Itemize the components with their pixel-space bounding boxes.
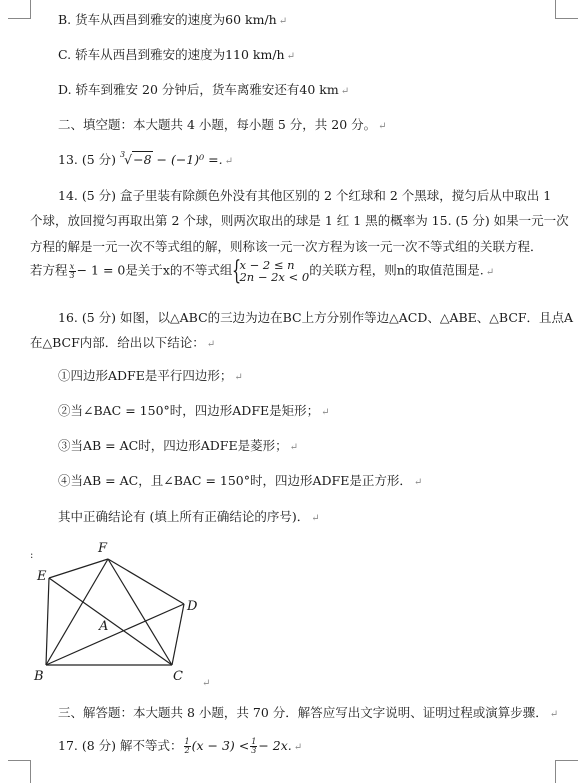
question-14-line-1: 14. (5 分) 盒子里装有除颜色外没有其他区别的 2 个红球和 2 个黑球，搅匀后从中取出 1 [58, 188, 552, 203]
conclusion-4: ④当AB = AC，且∠BAC = 150°时，四边形ADFE是正方形． ↵ [58, 473, 423, 488]
question-17: 17. (8 分) 解不等式： $\frac{1}{2}$ (x − 3) < $\frac{1}{3}$ − 2x. ↵ [58, 737, 303, 755]
crop-mark-bottom-left [8, 760, 31, 783]
crop-mark-top-left [8, 0, 31, 19]
conclusion-1: ①四边形ADFE是平行四边形； ↵ [58, 368, 243, 383]
segment-BE [46, 578, 49, 665]
geometry-figure [26, 538, 226, 688]
question-15-line-4: 若方程 $\frac{x}{3}$ − 1 = 0是关于x的不等式组 { x − 2 ≤ n 2n − 2x < 0 的关联方程，则n的取值范围是. ↵ [30, 256, 495, 286]
crop-mark-top-right [555, 0, 578, 19]
conclusion-3: ③当AB = AC时，四边形ADFE是菱形； ↵ [58, 438, 298, 453]
question-13: 13. (5 分) $^3$√−8 − (−1)⁰ =. ↵ [58, 150, 233, 167]
point-F-label: F [98, 541, 108, 556]
segment-BF [46, 559, 108, 665]
crop-mark-bottom-right [555, 760, 578, 783]
figure-side-mark: : [30, 550, 34, 561]
option-c: C. 轿车从西昌到雅安的速度为110 km/h ↵ [58, 47, 295, 62]
segment-FC [108, 559, 172, 665]
segment-DC [172, 604, 184, 665]
conclusion-2: ②当∠BAC = 150°时，四边形ADFE是矩形； ↵ [58, 403, 330, 418]
question-14-line-2: 个球，放回搅匀再取出第 2 个球，则两次取出的球是 1 红 1 黑的概率为 15. (5 分) 如果一元一次 [30, 213, 569, 228]
option-d: D. 轿车到雅安 20 分钟后，货车离雅安还有40 km ↵ [58, 82, 350, 97]
figure-return-mark: ↵ [202, 678, 211, 689]
point-A-label: A [99, 619, 109, 634]
segment-FD [108, 559, 184, 604]
point-C-label: C [173, 669, 183, 684]
option-b: B. 货车从西昌到雅安的速度为60 km/h ↵ [58, 12, 288, 27]
question-16-line-2: 在△BCF内部．给出以下结论： ↵ [30, 335, 216, 350]
point-B-label: B [34, 669, 44, 684]
point-D-label: D [187, 599, 198, 614]
question-16-prompt: 其中正确结论有 (填上所有正确结论的序号)． ↵ [58, 509, 320, 524]
segment-EC [49, 578, 172, 665]
point-E-label: E [37, 569, 47, 584]
question-15-line-3: 方程的解是一元一次不等式组的解，则称该一元一次方程为该一元一次不等式组的关联方程． [30, 239, 543, 254]
segment-BD [46, 604, 184, 665]
section-2-heading: 二、填空题：本大题共 4 小题，每小题 5 分，共 20 分。 ↵ [58, 117, 387, 132]
section-3-heading: 三、解答题：本大题共 8 小题，共 70 分．解答应写出文字说明、证明过程或演算步骤． ↵ [58, 705, 559, 720]
question-16-line-1: 16. (5 分) 如图，以△ABC的三边为边在BC上方分别作等边△ACD、△ABE、△BCF．且点A [58, 310, 574, 325]
